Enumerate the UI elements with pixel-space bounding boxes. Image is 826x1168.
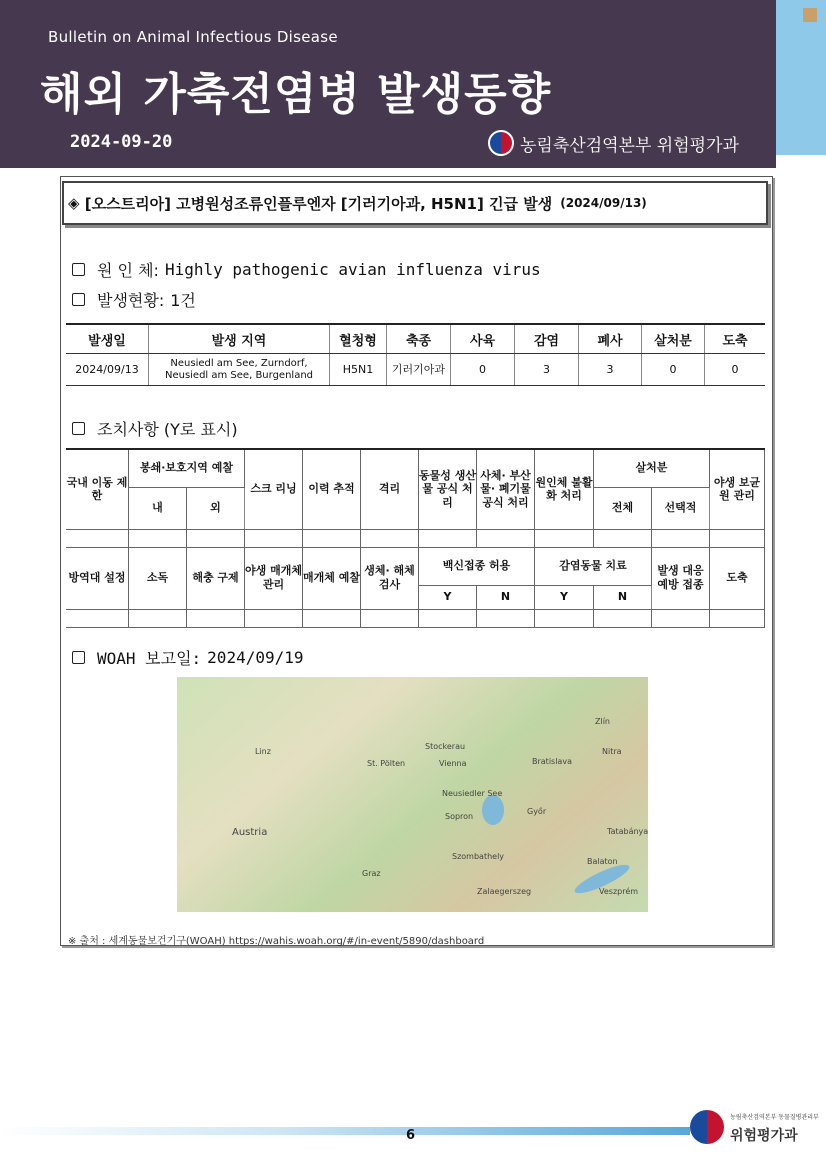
map-label: Linz xyxy=(255,747,271,756)
table-header-row xyxy=(66,324,765,354)
footer-bar xyxy=(0,1127,690,1135)
cell-date: 2024/09/13 xyxy=(66,354,149,386)
banner-text: [오스트리아] 고병원성조류인플루엔자 [기러기아과, H5N1] 긴급 발생 xyxy=(84,194,553,213)
cell-infected: 3 xyxy=(515,354,579,386)
measure-cull: 살처분 xyxy=(594,449,710,487)
woah-line xyxy=(72,646,304,669)
outbreak-table xyxy=(66,323,765,386)
map-label: Szombathely xyxy=(452,852,505,861)
cell-region: Neusiedl am See, Zurndorf, Neusiedl am See, Burgenland xyxy=(149,354,330,386)
outbreak-map xyxy=(177,677,648,912)
col-header: 축종 xyxy=(387,324,451,354)
measure-zone-in: 내 xyxy=(129,487,187,529)
map-label: St. Pölten xyxy=(367,759,406,768)
header-org xyxy=(488,130,739,156)
footer-logo-icon xyxy=(690,1110,724,1144)
map-label: Austria xyxy=(232,827,268,838)
page-number: 6 xyxy=(406,1128,416,1143)
measure-products: 동물성 생산물 공식 처리 xyxy=(419,449,477,529)
measure-pest: 해충 구제 xyxy=(187,547,245,609)
measure-cull-all: 전체 xyxy=(594,487,652,529)
cell-dead: 3 xyxy=(579,354,642,386)
measure-carcass-test: 생체· 해체 검사 xyxy=(361,547,419,609)
status-line xyxy=(72,288,196,311)
map-label: Nitra xyxy=(602,747,622,756)
status-label: 발생현황: xyxy=(97,291,165,310)
treatment-n: N xyxy=(594,585,652,609)
measure-domestic: 국내 이동 제한 xyxy=(66,449,129,529)
footer-org: 위험평가과 xyxy=(730,1128,798,1144)
checkbox-icon xyxy=(72,263,85,276)
measure-wild: 야생 보균원 관리 xyxy=(710,449,765,529)
measures-value-row xyxy=(66,609,765,627)
map-label: Sopron xyxy=(445,812,474,821)
measure-zone-setting: 방역대 설정 xyxy=(66,547,129,609)
cell-raised: 0 xyxy=(451,354,515,386)
map-label: Veszprém xyxy=(599,887,639,896)
measure-inactivation: 원인체 불활화 처리 xyxy=(535,449,594,529)
measures-line xyxy=(72,417,238,440)
measure-disinfect: 소독 xyxy=(129,547,187,609)
corner-square-decoration xyxy=(803,8,817,22)
cell-slaughtered: 0 xyxy=(705,354,766,386)
measure-vaccine: 백신접종 허용 xyxy=(419,547,535,585)
col-header: 사육 xyxy=(451,324,515,354)
status-value: 1건 xyxy=(170,291,196,310)
checkbox-icon xyxy=(72,422,85,435)
map-label: Győr xyxy=(527,807,547,816)
page-title: 해외 가축전염병 발생동향 xyxy=(40,69,552,120)
report-banner xyxy=(62,181,768,225)
measure-carcass: 사체· 부산물· 폐기물 공식 처리 xyxy=(477,449,535,529)
cell-species: 기러기아과 xyxy=(387,354,451,386)
side-tab-decoration xyxy=(776,0,826,155)
issue-date: 2024-09-20 xyxy=(70,132,173,152)
map-label: Zalaegerszeg xyxy=(477,887,532,896)
measure-prevent-vax: 발생 대응 예방 접종 xyxy=(652,547,710,609)
col-header: 발생 지역 xyxy=(149,324,330,354)
measures-table xyxy=(66,448,765,628)
col-header: 발생일 xyxy=(66,324,149,354)
cell-serotype: H5N1 xyxy=(330,354,387,386)
bulletin-series: Bulletin on Animal Infectious Disease xyxy=(48,28,338,46)
footer-org-small: 농림축산검역본부 동물질병관리부 xyxy=(730,1114,819,1121)
map-label: Bratislava xyxy=(532,757,572,766)
map-label: Tatabánya xyxy=(607,827,648,836)
col-header: 감염 xyxy=(515,324,579,354)
woah-label: WOAH 보고일: xyxy=(97,649,202,668)
col-header: 폐사 xyxy=(579,324,642,354)
source-note: ※ 출처 : 세계동물보건기구(WOAH) https://wahis.woah.org/#/in-event/5890/dashboard xyxy=(68,936,485,947)
map-label: Balaton xyxy=(587,857,618,866)
vaccine-y: Y xyxy=(419,585,477,609)
map-label: Stockerau xyxy=(425,742,466,751)
measures-row xyxy=(66,449,765,487)
measure-cull-sel: 선택적 xyxy=(652,487,710,529)
government-logo-icon xyxy=(488,130,514,156)
cell-culled: 0 xyxy=(642,354,705,386)
col-header: 살처분 xyxy=(642,324,705,354)
org-name: 농림축산검역본부 위험평가과 xyxy=(520,135,739,156)
measures-value-row xyxy=(66,529,765,547)
measure-screening: 스크 리닝 xyxy=(245,449,303,529)
map-label: Vienna xyxy=(439,759,467,768)
measure-slaughter: 도축 xyxy=(710,547,765,609)
table-row xyxy=(66,354,765,386)
measure-vector-watch: 매개체 예찰 xyxy=(303,547,361,609)
treatment-y: Y xyxy=(535,585,594,609)
col-header: 혈청형 xyxy=(330,324,387,354)
map-label: Zlín xyxy=(595,717,610,726)
measure-zone: 봉쇄·보호지역 예찰 xyxy=(129,449,245,487)
measures-row xyxy=(66,547,765,585)
measure-quarantine: 격리 xyxy=(361,449,419,529)
pathogen-label: 원 인 체: xyxy=(97,261,159,280)
col-header: 도축 xyxy=(705,324,766,354)
measures-label: 조치사항 (Y로 표시) xyxy=(97,420,238,439)
measure-zone-out: 외 xyxy=(187,487,245,529)
pathogen-line xyxy=(72,258,541,281)
lake-neusiedl xyxy=(482,795,504,825)
vaccine-n: N xyxy=(477,585,535,609)
banner-date: (2024/09/13) xyxy=(560,196,647,210)
measure-wild-vector: 야생 매개체 관리 xyxy=(245,547,303,609)
measure-treatment: 감염동물 치료 xyxy=(535,547,652,585)
map-label: Neusiedler See xyxy=(442,789,503,798)
pathogen-value: Highly pathogenic avian influenza virus xyxy=(164,260,541,279)
map-label: Graz xyxy=(362,869,381,878)
measure-trace: 이력 추적 xyxy=(303,449,361,529)
woah-value: 2024/09/19 xyxy=(207,648,304,667)
checkbox-icon xyxy=(72,651,85,664)
checkbox-icon xyxy=(72,293,85,306)
diamond-icon: ◈ xyxy=(68,194,80,212)
